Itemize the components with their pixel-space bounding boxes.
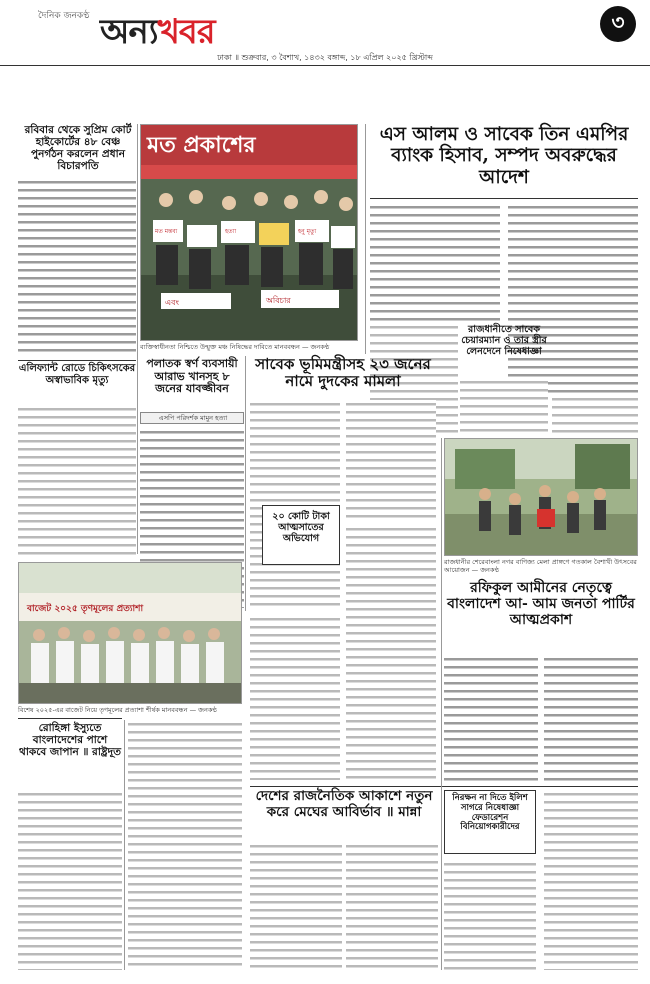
sign-text-2: হত্যা bbox=[225, 228, 237, 235]
masthead-title-a: অন্য bbox=[100, 12, 158, 52]
s-alam-body-2 bbox=[508, 203, 638, 393]
chairman-headline: রাজধানীতে সাবেক চেয়ারম্যান ও তার স্ত্রীর লেনদেনে নিষেধাজ্ঞা bbox=[461, 324, 547, 357]
land-minister-body-4 bbox=[250, 615, 340, 780]
masthead-title-b: খবর bbox=[157, 12, 215, 52]
fair-photo-caption: রাজধানীর শেরেবাংলা নগর বাণিজ্য মেলা প্রাঙ্গণে গতকাল বৈশাখী উৎসবের আয়োজন — জনকণ্ঠ bbox=[444, 558, 637, 575]
rohingya-headline: রোহিঙ্গা ইস্যুতে বাংলাদেশের পাশে থাকবে জাপান ॥ রাষ্ট্রদূত bbox=[19, 722, 121, 759]
fair-photo bbox=[444, 438, 638, 556]
s-alam-body-1 bbox=[370, 203, 500, 323]
mannan-headline: দেশের রাজনৈতিক আকাশে নতুন করে মেঘের আবির্ভাব ॥ মান্না bbox=[255, 788, 433, 820]
chairman-body bbox=[460, 378, 548, 435]
page-number: ৩ bbox=[600, 6, 636, 42]
masthead bbox=[0, 0, 650, 66]
rafiqul-headline: রফিকুল আমীনের নেতৃত্বে বাংলাদেশ আ- আম জনতা পার্টির আত্মপ্রকাশ bbox=[447, 580, 635, 629]
dateline: ঢাকা ॥ শুক্রবার, ৩ বৈশাখ, ১৪৩২ বঙ্গাব্দ, ১৮ এপ্রিল ২০২৫ খ্রিস্টাব্দ bbox=[217, 53, 433, 62]
s-alam-headline: এস আলম ও সাবেক তিন এমপির ব্যাংক হিসাব, সম্পদ অবরুদ্ধের আদেশ bbox=[379, 124, 629, 188]
left-body-2 bbox=[128, 720, 242, 970]
crore-box-text: ২০ কোটি টাকা আত্মসাতের অভিযোগ bbox=[272, 511, 330, 544]
ilish-headline: নিরক্ষন না দিতে ইলিশ সাগরে নিষেধাজ্ঞা ফেডারেশন বিনিয়োগকারীদের bbox=[452, 793, 528, 833]
sign-text-4: এবং bbox=[165, 298, 179, 307]
land-minister-body-2 bbox=[346, 400, 436, 520]
elephant-headline: এলিফ্যান্ট রোডে চিকিৎসকের অস্বাভাবিক মৃত্যু bbox=[18, 363, 136, 386]
rohingya-body bbox=[18, 790, 122, 970]
banner2-text: বাজেট ২০২৫ তৃণমূলের প্রত্যাশা bbox=[27, 604, 144, 614]
protest-photo-caption: ব্যক্তিস্বাধীনতা নিশ্চিতে উন্মুক্ত মঞ্চ নিষিদ্ধের দাবিতে মানববন্ধন — জনকণ্ঠ bbox=[140, 343, 330, 351]
land-minister-body-3 bbox=[346, 525, 436, 780]
sign-text-1: মত মন্তব্য bbox=[155, 228, 178, 235]
mannan-body-2 bbox=[346, 842, 438, 970]
gold-trader-kicker: এসপি পরিদর্শক মামুন হত্যা bbox=[158, 414, 228, 422]
banner-left-text: মত প্রকাশের bbox=[147, 132, 256, 158]
protest-photo bbox=[140, 124, 358, 341]
chairman-body-2 bbox=[552, 395, 638, 435]
human-chain-caption: বিশেষ ২০২৫-এর বাজেট নিয়ে তৃণমূলের প্রত্যাশা শীর্ষক মানববন্ধন — জনকণ্ঠ bbox=[18, 706, 217, 714]
gold-trader-headline: পলাতক স্বর্ণ ব্যবসায়ী আরাভ খানসহ ৮ জনের যাবজ্জীবন bbox=[146, 357, 238, 396]
fair-photo-svg bbox=[445, 439, 638, 556]
sign-text-3: হনু মৃত্যু bbox=[298, 228, 317, 235]
ilish-body-2 bbox=[544, 790, 638, 970]
human-chain-photo bbox=[18, 562, 242, 704]
hc-headline: রবিবার থেকে সুপ্রিম কোর্ট হাইকোর্টের ৪৮ বেঞ্চ পুনর্গঠন করলেন প্রধান বিচারপতি bbox=[24, 124, 132, 173]
hc-body bbox=[18, 178, 136, 354]
human-chain-svg bbox=[19, 563, 242, 704]
sign-text-5: অবিচার bbox=[266, 296, 291, 305]
ilish-body-1 bbox=[444, 860, 536, 970]
masthead-small-logo: দৈনিক জনকণ্ঠ bbox=[38, 11, 90, 21]
land-minister-headline: সাবেক ভূমিমন্ত্রীসহ ২৩ জনের নামে দুদকের মামলা bbox=[255, 355, 431, 391]
mannan-body-1 bbox=[250, 842, 342, 970]
rafiqul-body-2 bbox=[544, 655, 638, 785]
protest-photo-svg bbox=[141, 125, 358, 341]
elephant-body bbox=[18, 405, 136, 555]
rafiqul-body-1 bbox=[444, 655, 538, 785]
